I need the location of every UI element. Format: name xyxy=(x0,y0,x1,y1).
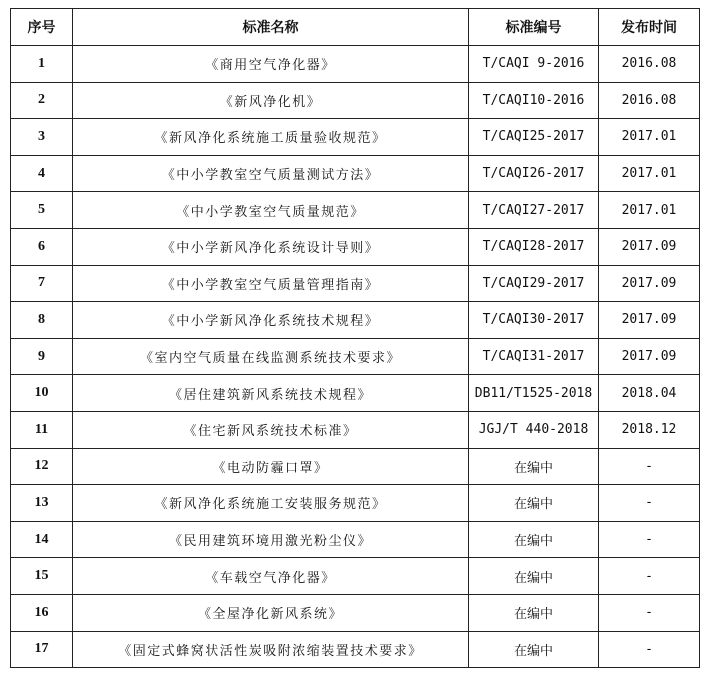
header-no: 序号 xyxy=(11,9,73,46)
cell-code: JGJ/T 440-2018 xyxy=(469,411,599,448)
cell-name: 《车载空气净化器》 xyxy=(73,558,469,595)
cell-name: 《住宅新风系统技术标准》 xyxy=(73,411,469,448)
cell-name: 《居住建筑新风系统技术规程》 xyxy=(73,375,469,412)
cell-date: - xyxy=(599,631,700,668)
cell-no: 12 xyxy=(11,448,73,485)
table-row xyxy=(11,192,700,229)
cell-code: T/CAQI26-2017 xyxy=(469,155,599,192)
table-row xyxy=(11,411,700,448)
cell-name: 《中小学教室空气质量测试方法》 xyxy=(73,155,469,192)
cell-date: 2017.01 xyxy=(599,155,700,192)
cell-date: - xyxy=(599,485,700,522)
cell-name: 《中小学教室空气质量管理指南》 xyxy=(73,265,469,302)
cell-code: 在编中 xyxy=(469,631,599,668)
cell-no: 7 xyxy=(11,265,73,302)
table-row xyxy=(11,155,700,192)
cell-name: 《新风净化系统施工安装服务规范》 xyxy=(73,485,469,522)
cell-name: 《全屋净化新风系统》 xyxy=(73,594,469,631)
cell-code: T/CAQI 9-2016 xyxy=(469,46,599,83)
table-row xyxy=(11,302,700,339)
cell-date: - xyxy=(599,558,700,595)
table-body xyxy=(11,46,700,668)
cell-name: 《中小学新风净化系统技术规程》 xyxy=(73,302,469,339)
cell-code: 在编中 xyxy=(469,448,599,485)
table-row xyxy=(11,119,700,156)
cell-code: 在编中 xyxy=(469,485,599,522)
cell-date: 2017.09 xyxy=(599,338,700,375)
header-date: 发布时间 xyxy=(599,9,700,46)
cell-no: 15 xyxy=(11,558,73,595)
cell-no: 14 xyxy=(11,521,73,558)
cell-no: 8 xyxy=(11,302,73,339)
cell-no: 1 xyxy=(11,46,73,83)
cell-date: 2016.08 xyxy=(599,46,700,83)
cell-no: 2 xyxy=(11,82,73,119)
cell-no: 11 xyxy=(11,411,73,448)
cell-date: - xyxy=(599,448,700,485)
table-row xyxy=(11,558,700,595)
cell-code: T/CAQI25-2017 xyxy=(469,119,599,156)
cell-code: 在编中 xyxy=(469,558,599,595)
cell-date: 2018.12 xyxy=(599,411,700,448)
header-code: 标准编号 xyxy=(469,9,599,46)
cell-date: 2017.01 xyxy=(599,119,700,156)
table-row xyxy=(11,82,700,119)
table-row xyxy=(11,631,700,668)
cell-date: 2017.09 xyxy=(599,265,700,302)
cell-date: - xyxy=(599,594,700,631)
cell-no: 6 xyxy=(11,228,73,265)
cell-code: T/CAQI10-2016 xyxy=(469,82,599,119)
cell-code: T/CAQI29-2017 xyxy=(469,265,599,302)
standards-table xyxy=(10,8,700,668)
cell-code: DB11/T1525-2018 xyxy=(469,375,599,412)
cell-date: 2018.04 xyxy=(599,375,700,412)
cell-no: 9 xyxy=(11,338,73,375)
cell-name: 《商用空气净化器》 xyxy=(73,46,469,83)
cell-no: 13 xyxy=(11,485,73,522)
cell-date: 2017.09 xyxy=(599,302,700,339)
cell-name: 《电动防霾口罩》 xyxy=(73,448,469,485)
cell-no: 4 xyxy=(11,155,73,192)
cell-no: 17 xyxy=(11,631,73,668)
table-row xyxy=(11,338,700,375)
cell-date: 2017.09 xyxy=(599,228,700,265)
table-row xyxy=(11,375,700,412)
table-row xyxy=(11,485,700,522)
cell-code: T/CAQI27-2017 xyxy=(469,192,599,229)
cell-date: - xyxy=(599,521,700,558)
table-row xyxy=(11,46,700,83)
cell-name: 《室内空气质量在线监测系统技术要求》 xyxy=(73,338,469,375)
table-row xyxy=(11,521,700,558)
table-row xyxy=(11,448,700,485)
cell-date: 2017.01 xyxy=(599,192,700,229)
cell-name: 《固定式蜂窝状活性炭吸附浓缩装置技术要求》 xyxy=(73,631,469,668)
cell-name: 《中小学新风净化系统设计导则》 xyxy=(73,228,469,265)
table-row xyxy=(11,228,700,265)
cell-code: 在编中 xyxy=(469,521,599,558)
cell-code: 在编中 xyxy=(469,594,599,631)
cell-no: 3 xyxy=(11,119,73,156)
table-header-row xyxy=(11,9,700,46)
cell-date: 2016.08 xyxy=(599,82,700,119)
cell-no: 16 xyxy=(11,594,73,631)
cell-no: 10 xyxy=(11,375,73,412)
cell-name: 《新风净化机》 xyxy=(73,82,469,119)
cell-code: T/CAQI31-2017 xyxy=(469,338,599,375)
cell-code: T/CAQI30-2017 xyxy=(469,302,599,339)
cell-no: 5 xyxy=(11,192,73,229)
cell-name: 《民用建筑环境用激光粉尘仪》 xyxy=(73,521,469,558)
cell-name: 《中小学教室空气质量规范》 xyxy=(73,192,469,229)
table-row xyxy=(11,265,700,302)
header-name: 标准名称 xyxy=(73,9,469,46)
cell-name: 《新风净化系统施工质量验收规范》 xyxy=(73,119,469,156)
table-row xyxy=(11,594,700,631)
cell-code: T/CAQI28-2017 xyxy=(469,228,599,265)
